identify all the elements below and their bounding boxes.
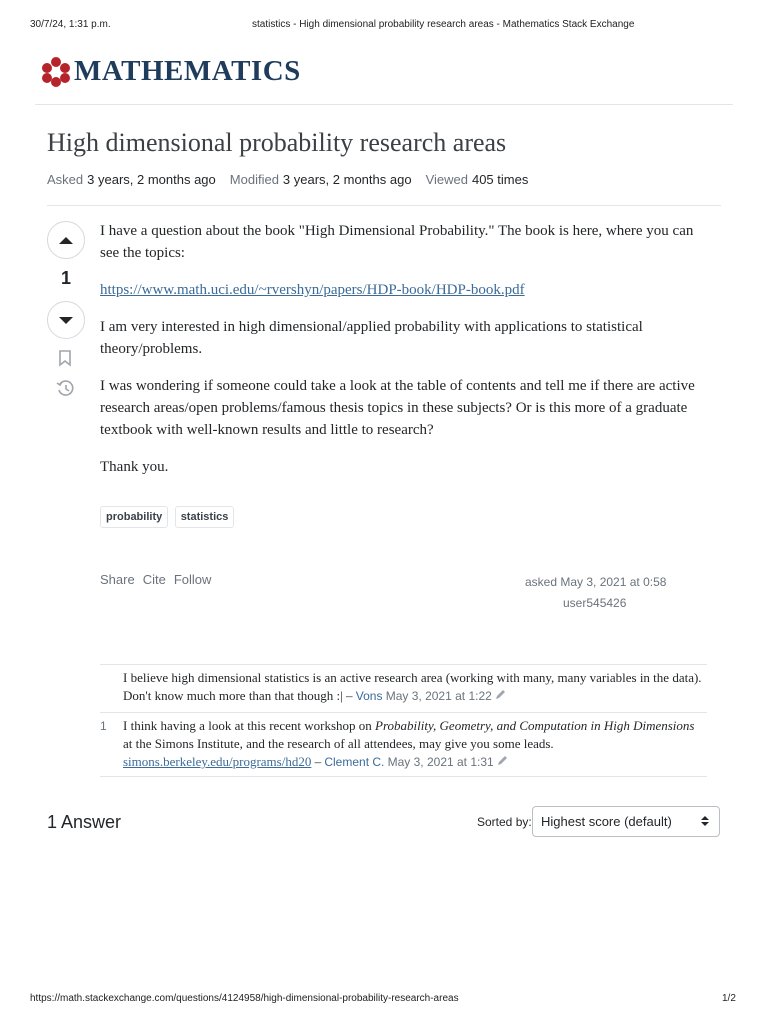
downvote-button[interactable] xyxy=(47,301,85,339)
book-link[interactable]: https://www.math.uci.edu/~rvershyn/papers/HDP-book/HDP-book.pdf xyxy=(100,282,525,298)
answers-count: 1 Answer xyxy=(47,812,122,832)
post-paragraph: I have a question about the book "High Dimensional Probability." The book is here, where you can see the topics: xyxy=(100,223,694,261)
comment-text: I believe high dimensional statistics is an active research area (working with many, many variables in the data). Don't know much more than that though :| – xyxy=(123,670,702,703)
simons-link[interactable]: simons.berkeley.edu/programs/hd20 xyxy=(123,754,312,769)
comment-user[interactable]: Clement C. xyxy=(324,755,385,769)
header-divider xyxy=(35,104,733,105)
post-paragraph: I am very interested in high dimensional/applied probability with applications to statistical theory/problems. xyxy=(100,319,643,357)
post-body xyxy=(100,220,700,478)
post-paragraph: Thank you. xyxy=(100,459,169,475)
vote-count: 1 xyxy=(60,268,71,288)
site-logo[interactable] xyxy=(42,55,301,88)
tag-list xyxy=(100,506,236,528)
bookmark-icon xyxy=(58,350,72,367)
comment-score: 1 xyxy=(100,719,107,733)
comment-dash: – xyxy=(311,754,325,769)
site-name: MATHEMATICS xyxy=(74,55,301,87)
history-button[interactable] xyxy=(56,379,75,403)
comment-text: I think having a look at this recent workshop on xyxy=(123,718,376,733)
tag-probability[interactable]: probability xyxy=(100,506,168,528)
comment xyxy=(100,717,707,771)
meta-viewed: Viewed 405 times xyxy=(425,172,529,187)
post-paragraph: I was wondering if someone could take a look at the table of contents and tell me if there are active research areas/open problems/famous thesis topics in these subjects? Or is this more of a graduate textbook with well-known results and little to research? xyxy=(100,378,695,438)
edit-pencil-icon[interactable] xyxy=(497,755,508,766)
post-actions xyxy=(100,572,211,587)
question-meta xyxy=(47,172,528,187)
sort-select[interactable] xyxy=(532,806,720,837)
bookmark-button[interactable] xyxy=(58,350,72,372)
sort-label: Sorted by: xyxy=(477,815,532,829)
select-arrows-icon xyxy=(701,816,709,826)
print-url: https://math.stackexchange.com/questions/4124958/high-dimensional-probability-research-areas xyxy=(30,993,459,1004)
tag-statistics[interactable]: statistics xyxy=(175,506,235,528)
comment-emphasis: Probability, Geometry, and Computation in High Dimensions xyxy=(375,718,695,733)
meta-asked: Asked 3 years, 2 months ago xyxy=(47,172,216,187)
comment xyxy=(100,669,707,705)
cite-link[interactable]: Cite xyxy=(142,572,166,587)
print-page-title: statistics - High dimensional probability research areas - Mathematics Stack Exchange xyxy=(252,19,635,30)
comments-bottom-divider xyxy=(100,776,707,777)
asker-username[interactable]: user545426 xyxy=(563,596,627,610)
follow-link[interactable]: Follow xyxy=(173,572,212,587)
arrow-down-icon xyxy=(59,317,73,324)
edit-pencil-icon[interactable] xyxy=(495,689,506,700)
comment-text: at the Simons Institute, and the research of all attendees, may give you some leads. xyxy=(123,736,554,751)
comment-date[interactable]: May 3, 2021 at 1:31 xyxy=(387,755,494,769)
question-title[interactable]: High dimensional probability research areas xyxy=(47,128,507,157)
comment-user[interactable]: Vons xyxy=(355,689,383,703)
comment-date[interactable]: May 3, 2021 at 1:22 xyxy=(385,689,492,703)
arrow-up-icon xyxy=(59,237,73,244)
history-icon xyxy=(56,379,75,398)
title-divider xyxy=(47,205,721,206)
comments-divider xyxy=(100,664,707,665)
comment-divider xyxy=(100,712,707,713)
meta-modified: Modified 3 years, 2 months ago xyxy=(229,172,412,187)
mathematics-logo-icon xyxy=(42,57,70,87)
sort-select-value: Highest score (default) xyxy=(541,814,672,829)
print-page-number: 1/2 xyxy=(722,993,736,1004)
print-datetime: 30/7/24, 1:31 p.m. xyxy=(30,19,111,30)
asked-timestamp: asked May 3, 2021 at 0:58 xyxy=(525,575,667,589)
share-link[interactable]: Share xyxy=(100,572,135,587)
upvote-button[interactable] xyxy=(47,221,85,259)
